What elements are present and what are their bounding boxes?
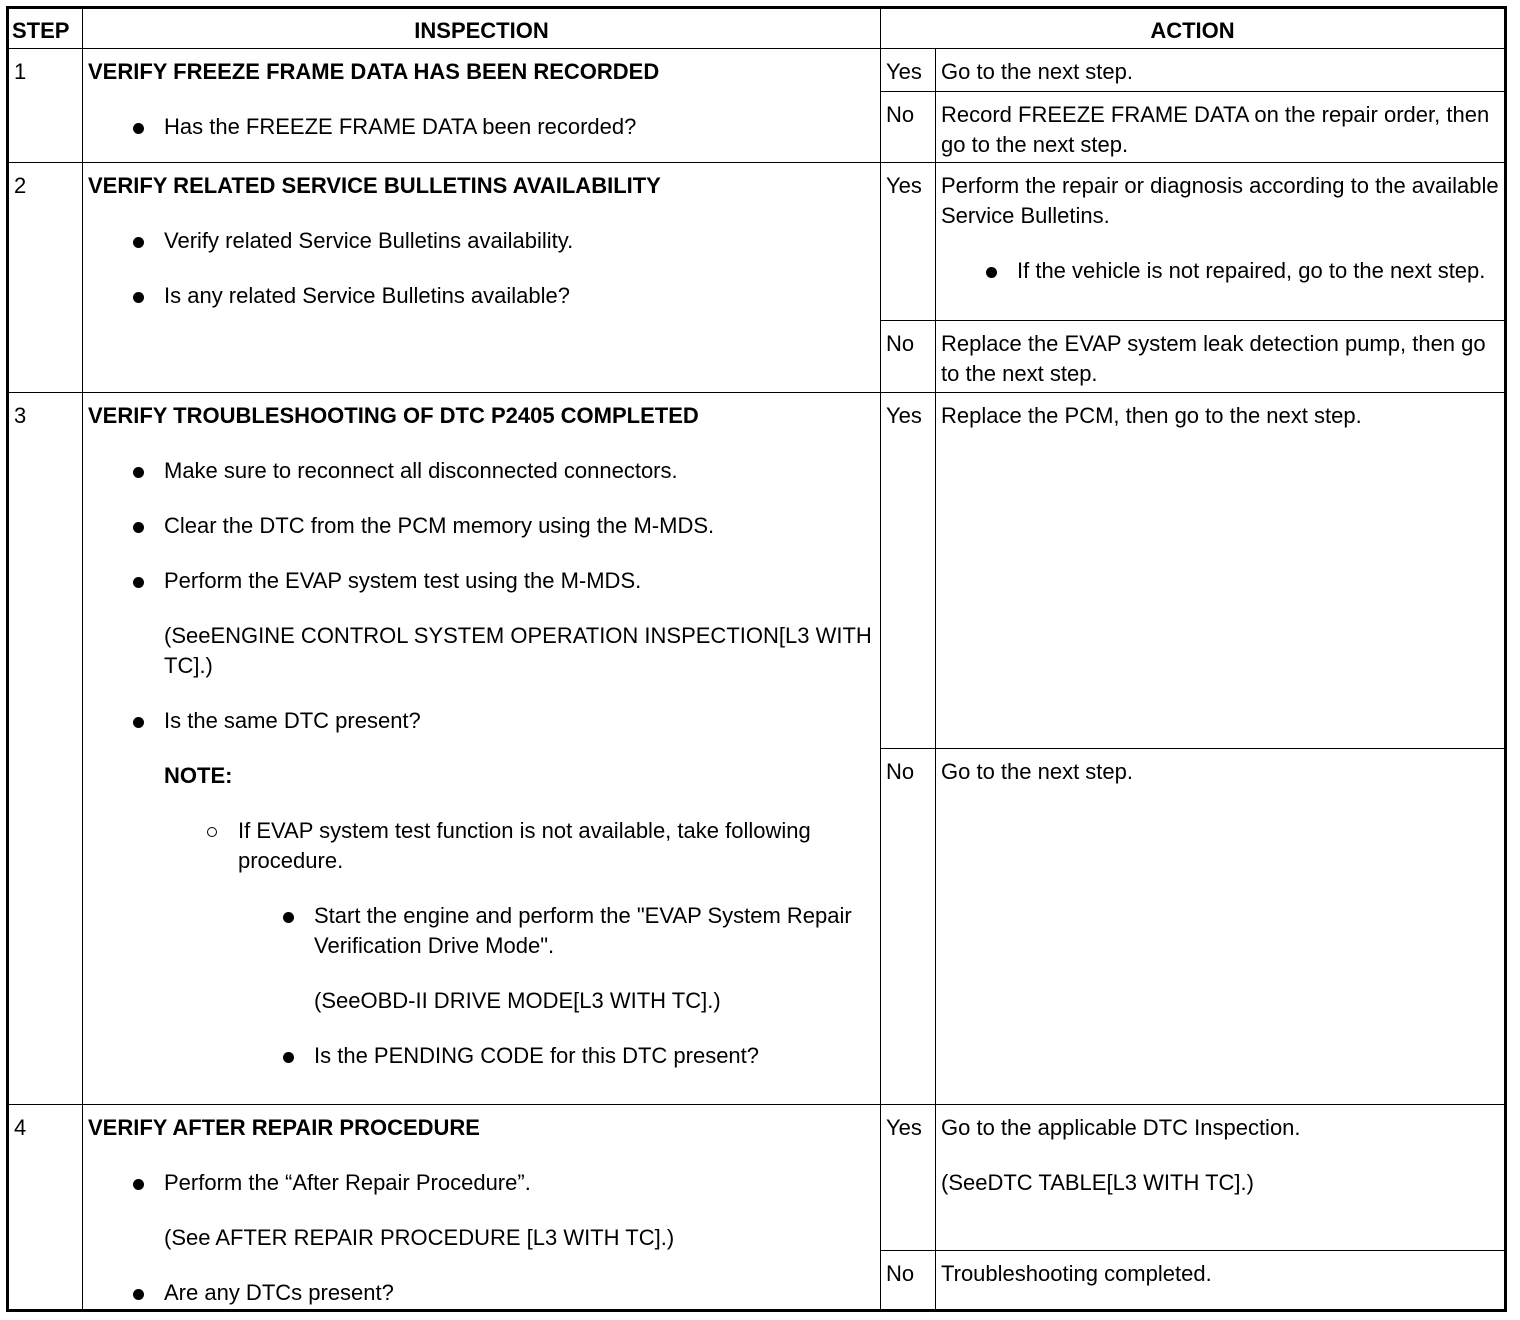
step-heading: VERIFY TROUBLESHOOTING OF DTC P2405 COMPLETED bbox=[88, 403, 699, 428]
bullet-item: Is the PENDING CODE for this DTC present? bbox=[88, 1041, 875, 1071]
note-label: NOTE: bbox=[164, 763, 233, 788]
table-row bbox=[8, 393, 1506, 749]
bullet-item: Perform the “After Repair Procedure”. bbox=[88, 1168, 875, 1198]
paragraph: (SeeENGINE CONTROL SYSTEM OPERATION INSPECTION[L3 WITH TC].) bbox=[164, 623, 872, 678]
bullet-item: Is any related Service Bulletins available? bbox=[88, 281, 875, 311]
yes-label: Yes bbox=[881, 49, 936, 92]
step-heading: VERIFY RELATED SERVICE BULLETINS AVAILABILITY bbox=[88, 173, 661, 198]
paragraph: Go to the applicable DTC Inspection. bbox=[941, 1115, 1301, 1140]
no-label: No bbox=[881, 321, 936, 393]
bullet-item: Has the FREEZE FRAME DATA been recorded? bbox=[88, 112, 875, 142]
step-number: 2 bbox=[8, 163, 83, 393]
no-label: No bbox=[881, 92, 936, 163]
paragraph: Go to the next step. bbox=[941, 59, 1134, 84]
no-action-cell bbox=[936, 92, 1506, 163]
paragraph: (SeeDTC TABLE[L3 WITH TC].) bbox=[941, 1170, 1254, 1195]
bullet-item: Start the engine and perform the "EVAP System Repair Verification Drive Mode". bbox=[88, 901, 875, 961]
header-inspection: INSPECTION bbox=[83, 8, 881, 49]
table-row bbox=[8, 163, 1506, 321]
no-label: No bbox=[881, 749, 936, 1105]
bullet-item: Are any DTCs present? bbox=[88, 1278, 875, 1308]
no-label: No bbox=[881, 1251, 936, 1311]
paragraph: Troubleshooting completed. bbox=[941, 1261, 1212, 1286]
yes-label: Yes bbox=[881, 163, 936, 321]
paragraph: (SeeOBD-II DRIVE MODE[L3 WITH TC].) bbox=[314, 988, 721, 1013]
no-action-cell bbox=[936, 749, 1506, 1105]
inspection-cell bbox=[83, 49, 881, 163]
yes-action-cell bbox=[936, 393, 1506, 749]
yes-action-cell bbox=[936, 1105, 1506, 1251]
header-step: STEP bbox=[8, 8, 83, 49]
bullet-item: If the vehicle is not repaired, go to the next step. bbox=[941, 256, 1499, 286]
header-action: ACTION bbox=[881, 8, 1506, 49]
step-number: 1 bbox=[8, 49, 83, 163]
paragraph: Replace the PCM, then go to the next step. bbox=[941, 403, 1362, 428]
bullet-item: Clear the DTC from the PCM memory using the M-MDS. bbox=[88, 511, 875, 541]
paragraph: Perform the repair or diagnosis according to the available Service Bulletins. bbox=[941, 173, 1499, 228]
table-row bbox=[8, 1105, 1506, 1251]
yes-label: Yes bbox=[881, 393, 936, 749]
paragraph: Replace the EVAP system leak detection pump, then go to the next step. bbox=[941, 331, 1486, 386]
troubleshooting-table bbox=[6, 6, 1507, 1312]
no-action-cell bbox=[936, 1251, 1506, 1311]
step-heading: VERIFY AFTER REPAIR PROCEDURE bbox=[88, 1115, 480, 1140]
step-heading: VERIFY FREEZE FRAME DATA HAS BEEN RECORDED bbox=[88, 59, 660, 84]
table-row bbox=[8, 49, 1506, 92]
bullet-item: Make sure to reconnect all disconnected connectors. bbox=[88, 456, 875, 486]
inspection-cell bbox=[83, 163, 881, 393]
sub-bullet-item: If EVAP system test function is not available, take following procedure. bbox=[88, 816, 875, 876]
paragraph: Record FREEZE FRAME DATA on the repair order, then go to the next step. bbox=[941, 102, 1490, 157]
yes-action-cell bbox=[936, 163, 1506, 321]
step-number: 4 bbox=[8, 1105, 83, 1311]
paragraph: (See AFTER REPAIR PROCEDURE [L3 WITH TC].) bbox=[164, 1225, 675, 1250]
no-action-cell bbox=[936, 321, 1506, 393]
bullet-item: Verify related Service Bulletins availability. bbox=[88, 226, 875, 256]
bullet-item: Perform the EVAP system test using the M-MDS. bbox=[88, 566, 875, 596]
inspection-cell bbox=[83, 393, 881, 1105]
inspection-cell bbox=[83, 1105, 881, 1311]
step-number: 3 bbox=[8, 393, 83, 1105]
yes-label: Yes bbox=[881, 1105, 936, 1251]
paragraph: Go to the next step. bbox=[941, 759, 1134, 784]
bullet-item: Is the same DTC present? bbox=[88, 706, 875, 736]
yes-action-cell bbox=[936, 49, 1506, 92]
